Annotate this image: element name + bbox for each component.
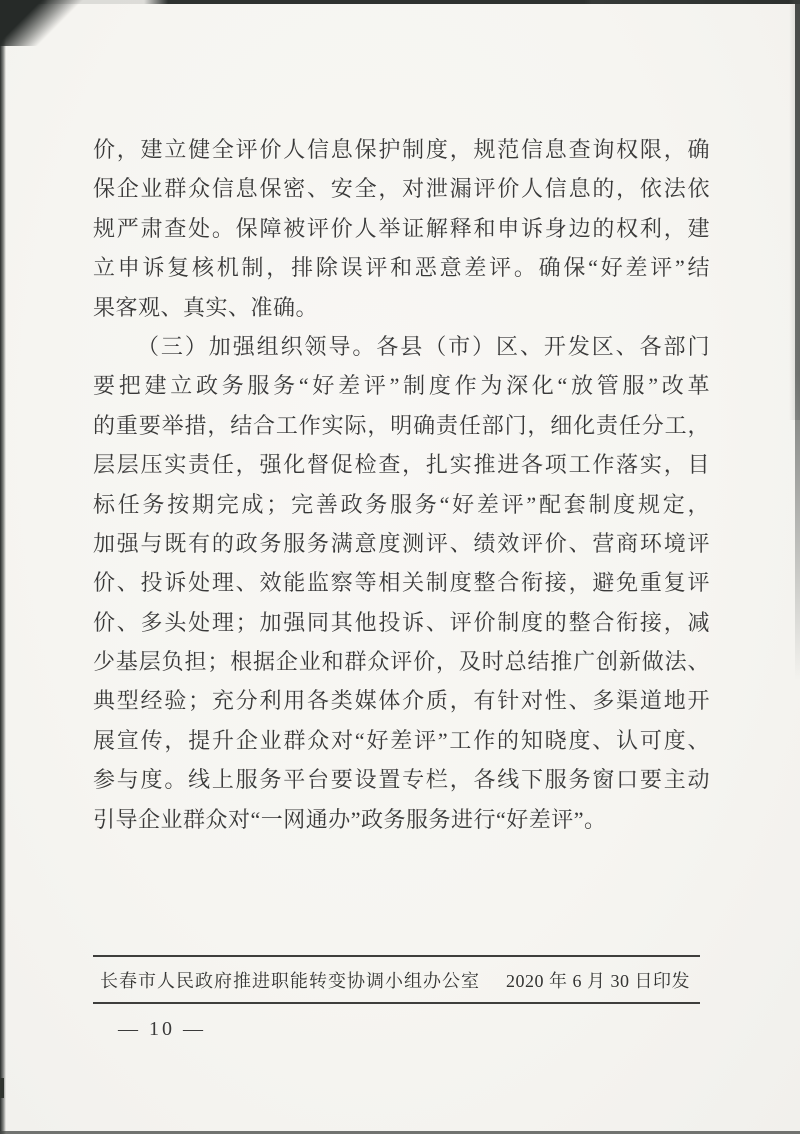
issuing-office: 长春市人民政府推进职能转变协调小组办公室 xyxy=(100,970,480,991)
text-line: 价、投诉处理、效能监察等相关制度整合衔接，避免重复评 xyxy=(93,570,710,596)
text-line: 展宣传，提升企业群众对“好差评”工作的知晓度、认可度、 xyxy=(93,727,710,753)
text-line section-heading-line: （三）加强组织领导。各县（市）区、开发区、各部门 xyxy=(137,333,710,359)
scan-mark-bottom-left xyxy=(0,1078,4,1098)
text-line: 典型经验；充分利用各类媒体介质，有针对性、多渠道地开 xyxy=(93,688,710,714)
text-line: 要把建立政务服务“好差评”制度作为深化“放管服”改革 xyxy=(93,373,710,399)
scan-edge-left xyxy=(0,0,6,1134)
scan-edge-right xyxy=(795,0,800,680)
colophon xyxy=(93,955,700,1004)
text-line: 引导企业群众对“一网通办”政务服务进行“好差评”。 xyxy=(93,806,607,832)
text-line: 价，建立健全评价人信息保护制度，规范信息查询权限，确 xyxy=(93,137,710,162)
text-line: 少基层负担；根据企业和群众评价，及时总结推广创新做法、 xyxy=(93,649,710,675)
scan-edge-top xyxy=(0,0,800,4)
text-line: 层层压实责任，强化督促检查，扎实推进各项工作落实，目 xyxy=(93,452,710,478)
text-line: 标任务按期完成；完善政务服务“好差评”配套制度规定， xyxy=(93,491,710,517)
text-line: 参与度。线上服务平台要设置专栏，各线下服务窗口要主动 xyxy=(93,767,710,793)
text-line: 规严肃查处。保障被评价人举证解释和申诉身边的权利，建 xyxy=(93,215,710,241)
body-text xyxy=(93,130,710,839)
text-line: 的重要举措，结合工作实际，明确责任部门，细化责任分工， xyxy=(93,412,710,438)
print-date: 2020 年 6 月 30 日印发 xyxy=(506,970,690,991)
scan-corner-top-left xyxy=(0,0,84,46)
text-line: 价、多头处理；加强同其他投诉、评价制度的整合衔接，减 xyxy=(93,609,710,635)
text-line: 果客观、真实、准确。 xyxy=(93,294,319,320)
text-line: 加强与既有的政务服务满意度测评、绩效评价、营商环境评 xyxy=(93,530,710,556)
text-line: 立申诉复核机制，排除误评和恶意差评。确保“好差评”结 xyxy=(93,255,710,281)
page-number: — 10 — xyxy=(118,1018,206,1040)
text-line: 保企业群众信息保密、安全，对泄漏评价人信息的，依法依 xyxy=(93,176,710,202)
